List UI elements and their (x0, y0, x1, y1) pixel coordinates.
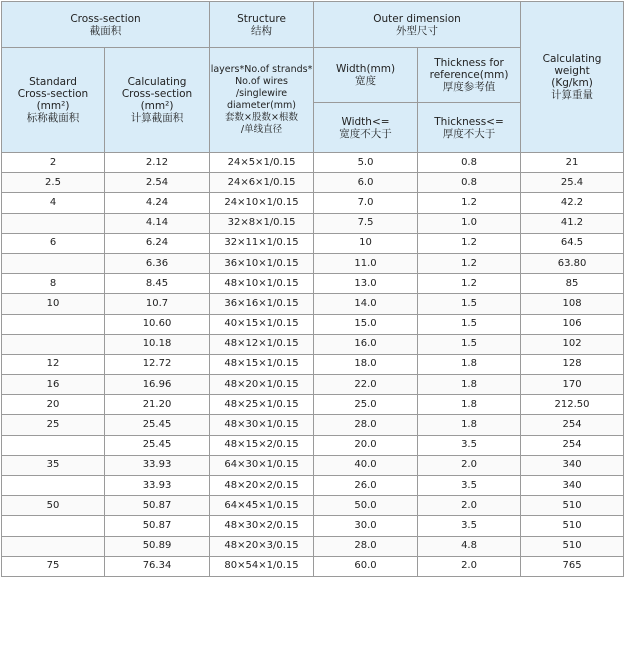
calculating-cell: 33.93 (105, 476, 210, 496)
width-cell: 20.0 (314, 435, 418, 455)
width-max-label: Width<= (341, 115, 390, 128)
weight-cell: 21 (521, 153, 624, 173)
thickness-cell: 1.2 (418, 233, 521, 253)
thickness-cell: 1.0 (418, 213, 521, 233)
table-row (2, 314, 624, 334)
weight-cell: 170 (521, 375, 624, 395)
thickness-cell: 0.8 (418, 173, 521, 193)
calculating-cell: 50.89 (105, 536, 210, 556)
table-row (2, 334, 624, 354)
structure-cell: 24×5×1/0.15 (210, 153, 314, 173)
width-cell: 5.0 (314, 153, 418, 173)
cross-section-header (2, 2, 210, 48)
structure-cell: 48×25×1/0.15 (210, 395, 314, 415)
width-header (314, 48, 418, 103)
thickness-cell: 1.5 (418, 294, 521, 314)
structure-cell: 24×6×1/0.15 (210, 173, 314, 193)
structure-detail-line-3: /singlewire (235, 88, 288, 99)
width-cell: 26.0 (314, 476, 418, 496)
calculating-cell: 2.54 (105, 173, 210, 193)
weight-cell: 340 (521, 476, 624, 496)
standard-cell: 2.5 (2, 173, 105, 193)
structure-cell: 48×20×3/0.15 (210, 536, 314, 556)
width-cell: 13.0 (314, 274, 418, 294)
structure-cell: 32×11×1/0.15 (210, 233, 314, 253)
thickness-cell: 1.8 (418, 415, 521, 435)
thickness-cell: 3.5 (418, 516, 521, 536)
calc-weight-line-1: Calculating (542, 53, 602, 65)
width-label: Width(mm) (335, 63, 396, 75)
calculating-cell: 21.20 (105, 395, 210, 415)
width-cell: 7.0 (314, 193, 418, 213)
width-cell: 18.0 (314, 354, 418, 374)
weight-cell: 765 (521, 556, 624, 576)
thickness-cell: 1.2 (418, 274, 521, 294)
structure-cell: 48×12×1/0.15 (210, 334, 314, 354)
thickness-line-2: reference(mm) (429, 69, 509, 81)
table-row (2, 476, 624, 496)
table-row (2, 193, 624, 213)
standard-cell: 25 (2, 415, 105, 435)
structure-cell: 48×20×1/0.15 (210, 375, 314, 395)
weight-cell: 85 (521, 274, 624, 294)
outer-dimension-label: Outer dimension (373, 12, 461, 25)
weight-cell: 42.2 (521, 193, 624, 213)
calculating-cell: 6.36 (105, 253, 210, 273)
table-row (2, 213, 624, 233)
width-cell: 7.5 (314, 213, 418, 233)
calculating-cell: 8.45 (105, 274, 210, 294)
weight-cell: 254 (521, 435, 624, 455)
thickness-cell: 2.0 (418, 455, 521, 475)
table-row (2, 253, 624, 273)
standard-cell (2, 516, 105, 536)
standard-cell (2, 314, 105, 334)
calculating-cell: 76.34 (105, 556, 210, 576)
standard-cell (2, 536, 105, 556)
calculating-cell: 33.93 (105, 455, 210, 475)
width-max-label-cn: 宽度不大于 (339, 127, 392, 140)
calculating-cell: 25.45 (105, 435, 210, 455)
structure-cell: 24×10×1/0.15 (210, 193, 314, 213)
width-cell: 22.0 (314, 375, 418, 395)
structure-cell: 36×16×1/0.15 (210, 294, 314, 314)
thickness-cell: 1.5 (418, 314, 521, 334)
thickness-cell: 1.8 (418, 375, 521, 395)
structure-detail-line-1: layers*No.of strands* (210, 64, 313, 75)
thickness-cell: 1.5 (418, 334, 521, 354)
weight-cell: 63.80 (521, 253, 624, 273)
standard-cell: 50 (2, 496, 105, 516)
calculating-cell: 50.87 (105, 496, 210, 516)
table-body (2, 153, 624, 577)
structure-label-cn: 结构 (251, 24, 273, 37)
thickness-header (418, 48, 521, 103)
standard-cell (2, 435, 105, 455)
thickness-line-1: Thickness for (434, 57, 504, 69)
standard-line-3: (mm²) (36, 100, 70, 112)
calculating-cell: 10.7 (105, 294, 210, 314)
outer-dimension-header (314, 2, 521, 48)
thickness-cell: 3.5 (418, 476, 521, 496)
weight-cell: 510 (521, 496, 624, 516)
width-label-cn: 宽度 (355, 75, 377, 87)
width-cell: 16.0 (314, 334, 418, 354)
calculating-cell: 4.24 (105, 193, 210, 213)
structure-cell: 48×20×2/0.15 (210, 476, 314, 496)
structure-cell: 48×10×1/0.15 (210, 274, 314, 294)
thickness-cell: 2.0 (418, 556, 521, 576)
standard-cell: 20 (2, 395, 105, 415)
table-row (2, 233, 624, 253)
width-cell: 28.0 (314, 536, 418, 556)
width-cell: 10 (314, 233, 418, 253)
table-row (2, 516, 624, 536)
calculating-cell: 10.60 (105, 314, 210, 334)
structure-cell: 36×10×1/0.15 (210, 253, 314, 273)
structure-cell: 64×30×1/0.15 (210, 455, 314, 475)
specification-table (1, 1, 624, 577)
width-cell: 15.0 (314, 314, 418, 334)
calculating-line-3: (mm²) (140, 100, 174, 112)
structure-cell: 64×45×1/0.15 (210, 496, 314, 516)
width-cell: 50.0 (314, 496, 418, 516)
weight-cell: 340 (521, 455, 624, 475)
thickness-max-label-cn: 厚度不大于 (442, 127, 496, 140)
weight-cell: 254 (521, 415, 624, 435)
structure-label: Structure (237, 12, 286, 25)
weight-cell: 108 (521, 294, 624, 314)
width-cell: 11.0 (314, 253, 418, 273)
calculating-line-2: Cross-section (121, 88, 193, 100)
calculating-cell: 6.24 (105, 233, 210, 253)
standard-cell: 16 (2, 375, 105, 395)
width-cell: 60.0 (314, 556, 418, 576)
standard-cell (2, 334, 105, 354)
thickness-max-header (418, 103, 521, 153)
thickness-cell: 2.0 (418, 496, 521, 516)
table-row (2, 435, 624, 455)
standard-cell: 8 (2, 274, 105, 294)
thickness-cell: 1.2 (418, 253, 521, 273)
standard-cell (2, 476, 105, 496)
structure-detail-header (210, 48, 314, 153)
width-cell: 28.0 (314, 415, 418, 435)
width-cell: 14.0 (314, 294, 418, 314)
weight-cell: 25.4 (521, 173, 624, 193)
calculating-cell: 4.14 (105, 213, 210, 233)
table-row (2, 375, 624, 395)
standard-line-1: Standard (29, 76, 77, 88)
table-row (2, 395, 624, 415)
standard-cell (2, 213, 105, 233)
weight-cell: 64.5 (521, 233, 624, 253)
calculating-cell: 2.12 (105, 153, 210, 173)
structure-detail-cn-2: /单线直径 (240, 124, 283, 135)
weight-cell: 212.50 (521, 395, 624, 415)
width-cell: 30.0 (314, 516, 418, 536)
structure-cell: 48×30×1/0.15 (210, 415, 314, 435)
structure-detail-line-4: diameter(mm) (227, 100, 297, 111)
standard-line-2: Cross-section (17, 88, 89, 100)
thickness-cell: 4.8 (418, 536, 521, 556)
table-header (2, 2, 624, 153)
calculating-weight-header (521, 2, 624, 153)
weight-cell: 41.2 (521, 213, 624, 233)
calc-weight-label-cn: 计算重量 (551, 89, 594, 101)
thickness-max-label: Thickness<= (434, 115, 504, 128)
calculating-cell: 12.72 (105, 354, 210, 374)
weight-cell: 102 (521, 334, 624, 354)
calculating-label-cn: 计算截面积 (130, 112, 184, 124)
calc-weight-line-3: (Kg/km) (551, 77, 593, 89)
thickness-cell: 1.8 (418, 354, 521, 374)
standard-cell (2, 253, 105, 273)
structure-header (210, 2, 314, 48)
weight-cell: 510 (521, 516, 624, 536)
calculating-cross-section-header (105, 48, 210, 153)
structure-cell: 32×8×1/0.15 (210, 213, 314, 233)
width-cell: 40.0 (314, 455, 418, 475)
outer-dimension-label-cn: 外型尺寸 (396, 24, 439, 37)
table-row (2, 536, 624, 556)
calculating-cell: 50.87 (105, 516, 210, 536)
weight-cell: 106 (521, 314, 624, 334)
table-row (2, 153, 624, 173)
table-row (2, 354, 624, 374)
structure-detail-cn-1: 套数×股数×根数 (225, 112, 298, 123)
thickness-cell: 1.2 (418, 193, 521, 213)
calc-weight-line-2: weight (554, 65, 590, 77)
width-cell: 6.0 (314, 173, 418, 193)
standard-cell: 6 (2, 233, 105, 253)
standard-cell: 35 (2, 455, 105, 475)
weight-cell: 510 (521, 536, 624, 556)
thickness-cell: 1.8 (418, 395, 521, 415)
standard-label-cn: 标称截面积 (26, 112, 80, 124)
standard-cell: 75 (2, 556, 105, 576)
standard-cell: 12 (2, 354, 105, 374)
cross-section-label: Cross-section (70, 12, 141, 25)
calculating-cell: 25.45 (105, 415, 210, 435)
standard-cell: 2 (2, 153, 105, 173)
weight-cell: 128 (521, 354, 624, 374)
table-row (2, 415, 624, 435)
structure-cell: 48×30×2/0.15 (210, 516, 314, 536)
structure-cell: 48×15×1/0.15 (210, 354, 314, 374)
width-cell: 25.0 (314, 395, 418, 415)
width-max-header (314, 103, 418, 153)
structure-detail-line-2: No.of wires (235, 76, 288, 87)
structure-cell: 80×54×1/0.15 (210, 556, 314, 576)
calculating-cell: 16.96 (105, 375, 210, 395)
thickness-label-cn: 厚度参考值 (442, 81, 496, 93)
table-row (2, 496, 624, 516)
standard-cross-section-header (2, 48, 105, 153)
calculating-cell: 10.18 (105, 334, 210, 354)
cross-section-label-cn: 截面积 (89, 24, 122, 37)
thickness-cell: 0.8 (418, 153, 521, 173)
table-row (2, 556, 624, 576)
standard-cell: 10 (2, 294, 105, 314)
table-row (2, 274, 624, 294)
thickness-cell: 3.5 (418, 435, 521, 455)
calculating-line-1: Calculating (127, 76, 187, 88)
structure-cell: 40×15×1/0.15 (210, 314, 314, 334)
table-row (2, 455, 624, 475)
table-row (2, 294, 624, 314)
standard-cell: 4 (2, 193, 105, 213)
structure-cell: 48×15×2/0.15 (210, 435, 314, 455)
table-row (2, 173, 624, 193)
